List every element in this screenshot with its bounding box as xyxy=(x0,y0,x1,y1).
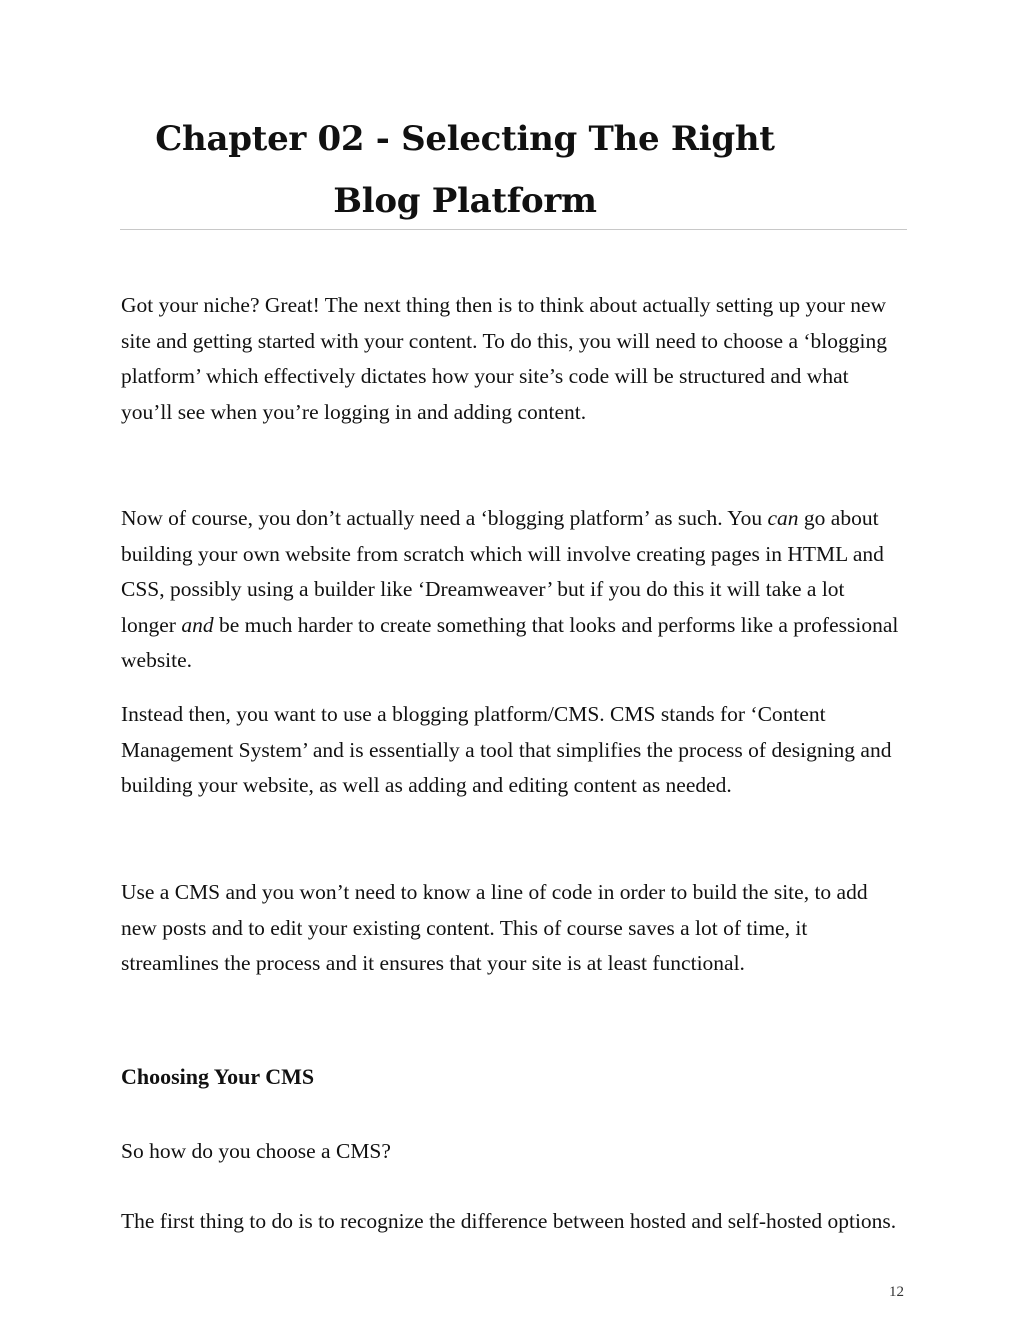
paragraph-hosted-options: The first thing to do is to recognize the difference between hosted and self-hosted options. xyxy=(121,1209,897,1233)
paragraph-intro: Got your niche? Great! The next thing then is to think about actually setting up your new site and getting started with your content. To do this, you will need to choose a ‘blogging platform’ which effectively dictates how your site’s code will be structured and what you’ll see when you’re logging in and adding content. xyxy=(121,293,888,424)
chapter-title xyxy=(120,108,810,232)
paragraph-question: So how do you choose a CMS? xyxy=(121,1139,391,1163)
paragraph-blogging-platform xyxy=(121,501,901,679)
page-number: 12 xyxy=(889,1284,904,1300)
title-divider xyxy=(120,229,907,230)
emphasis-and: and xyxy=(181,612,214,637)
emphasis-can: can xyxy=(767,506,799,530)
chapter-title-line-2: Blog Platform xyxy=(333,181,597,221)
paragraph-cms-definition: Instead then, you want to use a blogging platform/CMS. CMS stands for ‘Content Management System’ and is essentially a tool that simplifies the process of designing and building your website, as well as adding and editing content as needed. xyxy=(121,702,892,797)
paragraph-cms-benefits: Use a CMS and you won’t need to know a line of code in order to build the site, to add new posts and to edit your existing content. This of course saves a lot of time, it streamlines the process and it ensures that your site is at least functional. xyxy=(121,880,868,975)
chapter-title-line-1: Chapter 02 - Selecting The Right xyxy=(155,119,775,159)
section-heading: Choosing Your CMS xyxy=(121,1064,315,1089)
paragraph-text: be much harder to create something that looks and performs like a professional website. xyxy=(121,612,899,672)
paragraph-text: go about building your own website from scratch which will involve creating pages in HTML and CSS, possibly using a builder like ‘Dreamweaver’ but if you do this it will take a lot longer xyxy=(121,506,884,637)
paragraph-text: Now of course, you don’t actually need a ‘blogging platform’ as such. You xyxy=(121,506,768,530)
